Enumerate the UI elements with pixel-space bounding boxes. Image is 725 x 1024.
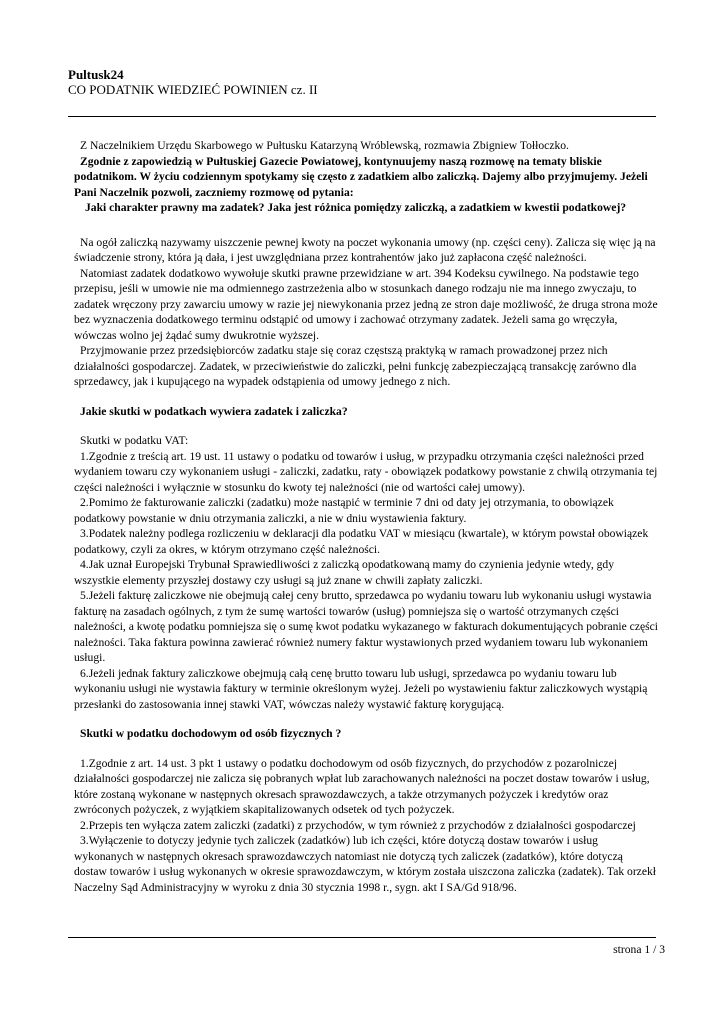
pit-item: 2.Przepis ten wyłącza zatem zaliczki (zadatki) z przychodów, w tym również z przychodów z działalności gospodarczej [80, 818, 636, 832]
intro-lead: Zgodnie z zapowiedzią w Pułtuskiej Gazecie Powiatowej, kontynuujemy naszą rozmowę na tematy bliskie podatnikom. W życiu codziennym spotykamy się często z zadatkiem albo zaliczką. Dajemy albo przyjmujemy. Jeżeli Pani Naczelnik pozwoli, zaczniemy rozmowę od pytania: [74, 154, 648, 199]
vat-item: 4.Jak uznał Europejski Trybunał Sprawiedliwości z zaliczką opodatkowaną mamy do czynienia jedynie wtedy, gdy wszystkie elementy przyszłej dostawy czy usługi są już znane w chwili zapłaty zaliczki. [74, 558, 615, 587]
answer-paragraph: Na ogół zaliczką nazywamy uiszczenie pewnej kwoty na poczet wykonania umowy (np. części ceny). Zalicza się więc ją na świadczenie strony, która ją dała, i jest uwzględniana przez kontrahentów jako już zapłacona część należności. [74, 235, 656, 264]
page-number: strona 1 / 3 [613, 943, 665, 956]
document-header [68, 67, 658, 97]
question-3: Skutki w podatku dochodowym od osób fizycznych ? [80, 727, 342, 740]
question-1: Jaki charakter prawny ma zadatek? Jaka jest różnica pomiędzy zaliczką, a zadatkiem w kwestii podatkowej? [85, 201, 627, 214]
vat-item: 2.Pomimo że fakturowanie zaliczki (zadatku) może nastąpić w terminie 7 dni od daty jej otrzymania, to obowiązek podatkowy powstanie w dniu otrzymania zaliczki, a nie w dniu wystawienia faktury. [74, 496, 614, 525]
vat-item: 1.Zgodnie z treścią art. 19 ust. 11 ustawy o podatku od towarów i usług, w przypadku otrzymania części należności przed wydaniem towaru czy wykonaniem usługi - zaliczki, zadatku, raty - obowiązek podatkowy powstanie z chwilą otrzymania tej części należności i wyłącznie w stosunku do kwoty tej należności (nie od wartości całej umowy). [74, 449, 658, 494]
pit-item: 3.Wyłączenie to dotyczy jedynie tych zaliczek (zadatków) lub ich części, które dotyczą dostaw towarów i usług wykonanych w następnych okresach sprawozdawczych natomiast nie dotyczą tych zaliczek (zadatków), które dotyczą dostaw towarów i usług wykonanych w okresie sprawozdawczym, w którym została uiszczona zaliczka (zadatek). Tak orzekł Naczelny Sąd Administracyjny w wyroku z dnia 30 stycznia 1998 r., sygn. akt I SA/Gd 918/96. [74, 834, 656, 894]
header-divider [68, 116, 656, 117]
intro-line: Z Naczelnikiem Urzędu Skarbowego w Pułtusku Katarzyną Wróblewską, rozmawia Zbigniew Tołłoczko. [80, 139, 569, 152]
answer-paragraph: Przyjmowanie przez przedsiębiorców zadatku staje się coraz częstszą praktyką w ramach prowadzonej przez nich działalności gospodarczej. Zadatek, w przeciwieństwie do zaliczki, pełni funkcję zabezpieczającą transakcję zarówno dla sprzedawcy, jak i kupującego na wypadek odstąpienia od umowy jednego z nich. [74, 344, 637, 388]
vat-item: 6.Jeżeli jednak faktury zaliczkowe obejmują całą cenę brutto towaru lub usługi, sprzedawca po wydaniu towaru lub wykonaniu usługi nie wystawia faktury w terminie określonym wyżej. Jeżeli po wystawieniu faktur zaliczkowych wystąpią przesłanki do zastosowania innej stawki VAT, wówczas należy wystawić fakturę korygującą. [74, 666, 648, 711]
footer-divider [68, 937, 656, 938]
pit-item: 1.Zgodnie z art. 14 ust. 3 pkt 1 ustawy o podatku dochodowym od osób fizycznych, do przychodów z pozarolniczej działalności gospodarczej nie zalicza się pobranych wpłat lub zarachowanych należności na poczet dostaw towarów i usług, które zostaną wykonane w następnych okresach sprawozdawczych, a także otrzymanych pożyczek i kredytów oraz zwróconych pożyczek, z wyjątkiem skapitalizowanych odsetek od tych pożyczek. [74, 756, 650, 816]
answer-paragraph: Natomiast zadatek dodatkowo wywołuje skutki prawne przewidziane w art. 394 Kodeksu cywilnego. Na podstawie tego przepisu, jeśli w umowie nie ma odmiennego zastrzeżenia albo w stosunkach danego rodzaju nie ma innego zwyczaju, to zadatek wręczony przy zawarciu umowy w razie jej niewykonania przez jedną ze stron daje możliwość, że druga strona może bez wyznaczenia dodatkowego terminu odstąpić od umowy i zachować otrzymany zadatek. Jeżeli sama go wręczyła, wówczas wolno jej żądać sumy dwukrotnie wyższej. [74, 266, 658, 342]
site-name: Pultusk24 [68, 67, 124, 82]
article-body [74, 138, 658, 895]
question-2: Jakie skutki w podatkach wywiera zadatek i zaliczka? [80, 404, 348, 418]
article-title: CO PODATNIK WIEDZIEĆ POWINIEN cz. II [68, 82, 318, 97]
vat-item: 3.Podatek należny podlega rozliczeniu w deklaracji dla podatku VAT w miesiącu (kwartale), w którym powstał obowiązek podatkowy, czyli za okres, w którym otrzymano część należności. [74, 527, 649, 556]
vat-heading: Skutki w podatku VAT: [80, 434, 189, 447]
vat-item: 5.Jeżeli fakturę zaliczkowe nie obejmują całej ceny brutto, sprzedawca po wydaniu towaru lub wykonaniu usługi wystawia fakturę na zasadach ogólnych, z tym że sumę wartości towarów (usług) pomniejsza się o wartość otrzymanych części należności, a kwotę podatku pomniejsza się o sumę kwot podatku wykazanego w fakturach dokumentujących pobranie części należności. Taka faktura powinna zawierać również numery faktur wystawionych przed wydaniem towaru lub wykonaniem usługi. [74, 589, 659, 664]
